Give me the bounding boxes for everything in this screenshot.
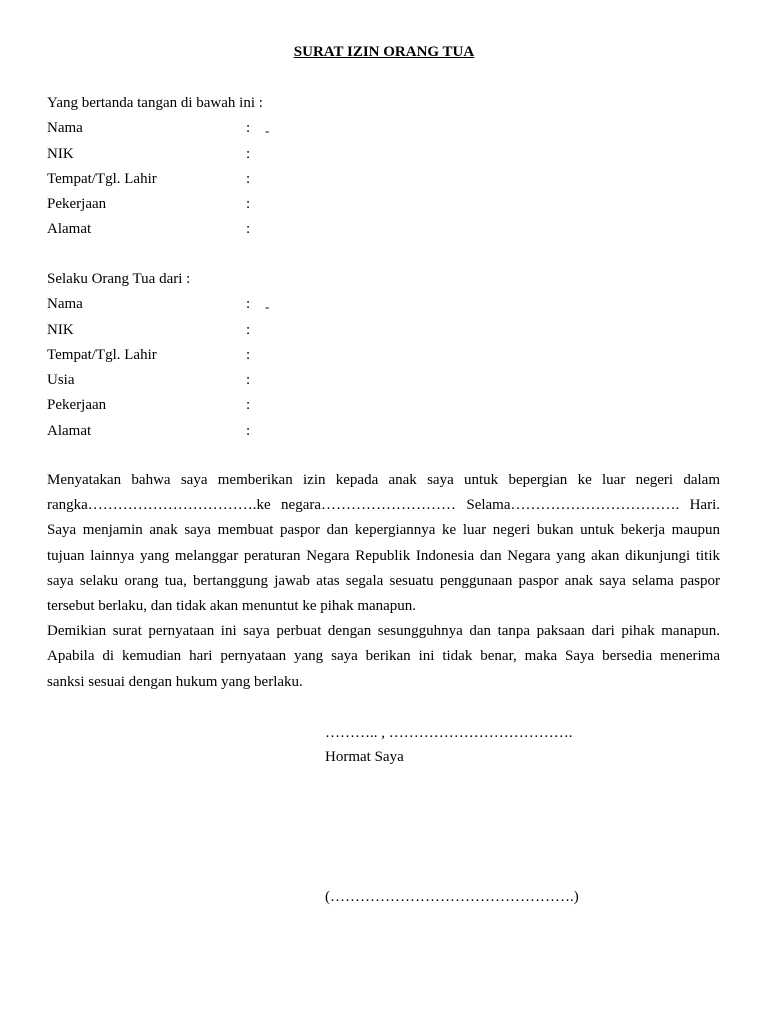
field-colon: : [246, 171, 251, 187]
field-colon: : [246, 146, 251, 162]
letter-body [47, 468, 720, 695]
section1-field-nik [47, 145, 347, 163]
section1-field-alamat [47, 220, 347, 238]
field-label: Tempat/Tgl. Lahir [47, 347, 157, 363]
section2-field-nik [47, 321, 347, 339]
body-line: Saya menjamin anak saya membuat paspor dan kepergiannya ke luar negeri bukan untuk bekerja maupun [47, 522, 720, 539]
body-line: rangka…………………………….ke negara……………………… Selama……………………………. Hari. [47, 497, 720, 514]
field-value: - [265, 123, 270, 138]
field-colon: : [246, 322, 251, 338]
body-line: Demikian surat pernyataan ini saya perbuat dengan sesungguhnya dan tanpa paksaan dari pihak manapun. [47, 623, 720, 640]
section2-field-usia [47, 371, 347, 389]
field-label: Usia [47, 372, 75, 388]
body-line: tersebut berlaku, dan tidak akan menuntut ke pihak manapun. [47, 598, 417, 615]
field-colon: : [246, 221, 251, 237]
field-label: Nama [47, 120, 83, 136]
section2-field-nama [47, 295, 347, 313]
field-colon: : [246, 397, 251, 413]
section2-intro: Selaku Orang Tua dari : [47, 271, 191, 287]
field-colon: : [246, 347, 251, 363]
signature-name-placeholder: (………………………………………….) [325, 889, 579, 905]
field-label: NIK [47, 146, 74, 162]
body-line: Menyatakan bahwa saya memberikan izin kepada anak saya untuk bepergian ke luar negeri dalam [47, 472, 720, 488]
section1-field-nama [47, 119, 347, 137]
field-label: Nama [47, 296, 83, 312]
field-colon: : [246, 372, 251, 388]
body-line: sanksi sesuai dengan hukum yang berlaku. [47, 673, 303, 690]
field-colon: : [246, 423, 251, 439]
section1-intro: Yang bertanda tangan di bawah ini : [47, 95, 263, 111]
field-colon: : [246, 196, 251, 212]
letter-title: SURAT IZIN ORANG TUA [293, 44, 475, 60]
body-line: saya selaku orang tua, bertanggung jawab atas segala sesuatu penggunaan paspor anak saya selama paspor [47, 572, 720, 589]
section2-field-pekerjaan [47, 396, 347, 414]
field-label: NIK [47, 322, 74, 338]
section2-field-tempat-tgl-lahir [47, 346, 347, 364]
field-colon: : [246, 296, 251, 312]
field-label: Tempat/Tgl. Lahir [47, 171, 157, 187]
field-colon: : [246, 120, 251, 136]
section1-field-pekerjaan [47, 195, 347, 213]
signature-closing: Hormat Saya [325, 749, 404, 765]
field-label: Alamat [47, 423, 92, 439]
signature-place-date: ……….. , ………………………………. [325, 725, 573, 741]
section1-field-tempat-tgl-lahir [47, 170, 347, 188]
field-label: Alamat [47, 221, 92, 237]
section2-field-alamat [47, 422, 347, 440]
field-label: Pekerjaan [47, 397, 107, 413]
field-label: Pekerjaan [47, 196, 107, 212]
body-line: Apabila di kemudian hari pernyataan yang saya berikan ini tidak benar, maka Saya bersedia menerima [47, 648, 720, 665]
field-value: - [265, 299, 270, 314]
body-line: tujuan lainnya yang melanggar peraturan Negara Republik Indonesia dan Negara yang akan dikunjungi titik [47, 547, 720, 564]
